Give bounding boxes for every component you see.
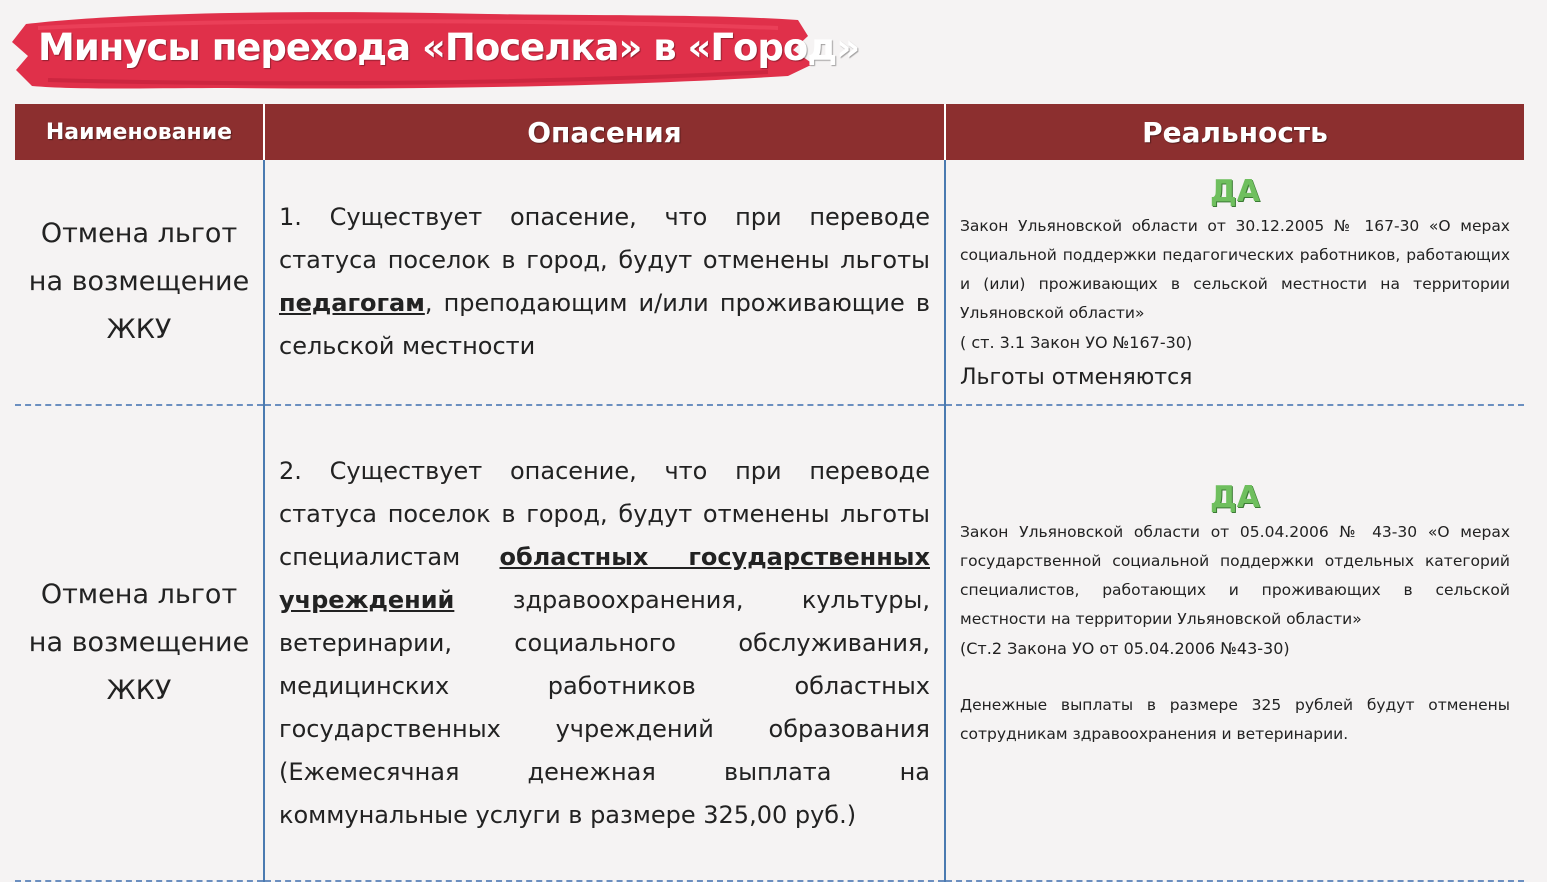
row-name-line: на возмещение: [28, 627, 250, 658]
table-header-row: [15, 104, 1524, 160]
concern-emphasis: областных государственных учреждений: [279, 542, 930, 614]
reality-verdict: Льготы отменяются: [960, 365, 1193, 390]
row-name-line: ЖКУ: [106, 675, 172, 706]
reality-note: Денежные выплаты в размере 325 рублей будут отменены сотрудникам здравоохранения и ветеринарии.: [960, 696, 1510, 743]
concern-text-rest: , преподающим и/или проживающие в сельской местности: [279, 289, 930, 360]
law-citation: Закон Ульяновской области от 05.04.2006 № 43-30 «О мерах государственной социальной поддержки отдельных категорий специалистов, работающих и проживающих в сельской местности на территории Ульяновской области»: [960, 523, 1510, 628]
concern-text-rest: здравоохранения, культуры, ветеринарии, социального обслуживания, медицинских работников областных государственных учреждений образования (Ежемесячная денежная выплата на коммунальные услуги в размере 325,00 руб.): [279, 585, 930, 829]
concern-emphasis: педагогам: [279, 289, 425, 317]
row-name-line: Отмена льгот: [40, 579, 238, 610]
concern-text: 2. Существует опасение, что при переводе статуса поселок в город, будут отменены льготы специалистам: [279, 456, 930, 571]
header-name: Наименование: [15, 104, 264, 160]
table-row: [15, 405, 1524, 881]
reality-cell: [945, 405, 1524, 881]
page-title: Минусы перехода «Поселка» в «Город»: [38, 26, 860, 69]
concern-cell: [264, 405, 945, 881]
row-name-line: Отмена льгот: [40, 218, 238, 249]
title-banner: [8, 6, 860, 98]
yes-badge: ДА: [1210, 480, 1260, 515]
law-citation: Закон Ульяновской области от 30.12.2005 № 167-30 «О мерах социальной поддержки педагогических работников, работающих и (или) проживающих в сельской местности на территории Ульяновской области»: [960, 217, 1510, 322]
row-name-cell: [15, 160, 264, 405]
row-name-cell: [15, 405, 264, 881]
header-concerns: Опасения: [264, 104, 945, 160]
yes-badge: ДА: [1210, 174, 1260, 209]
concern-text: 1. Существует опасение, что при переводе статуса поселок в город, будут отменены льготы: [279, 203, 930, 274]
reality-cell: [945, 160, 1524, 405]
table-row: [15, 160, 1524, 405]
law-reference: (Ст.2 Закона УО от 05.04.2006 №43-30): [960, 639, 1290, 658]
row-name-line: ЖКУ: [106, 314, 172, 345]
header-reality: Реальность: [945, 104, 1524, 160]
row-name-line: на возмещение: [28, 266, 250, 297]
concern-cell: [264, 160, 945, 405]
law-reference: ( ст. 3.1 Закон УО №167-30): [960, 333, 1193, 352]
comparison-table: [15, 104, 1524, 882]
